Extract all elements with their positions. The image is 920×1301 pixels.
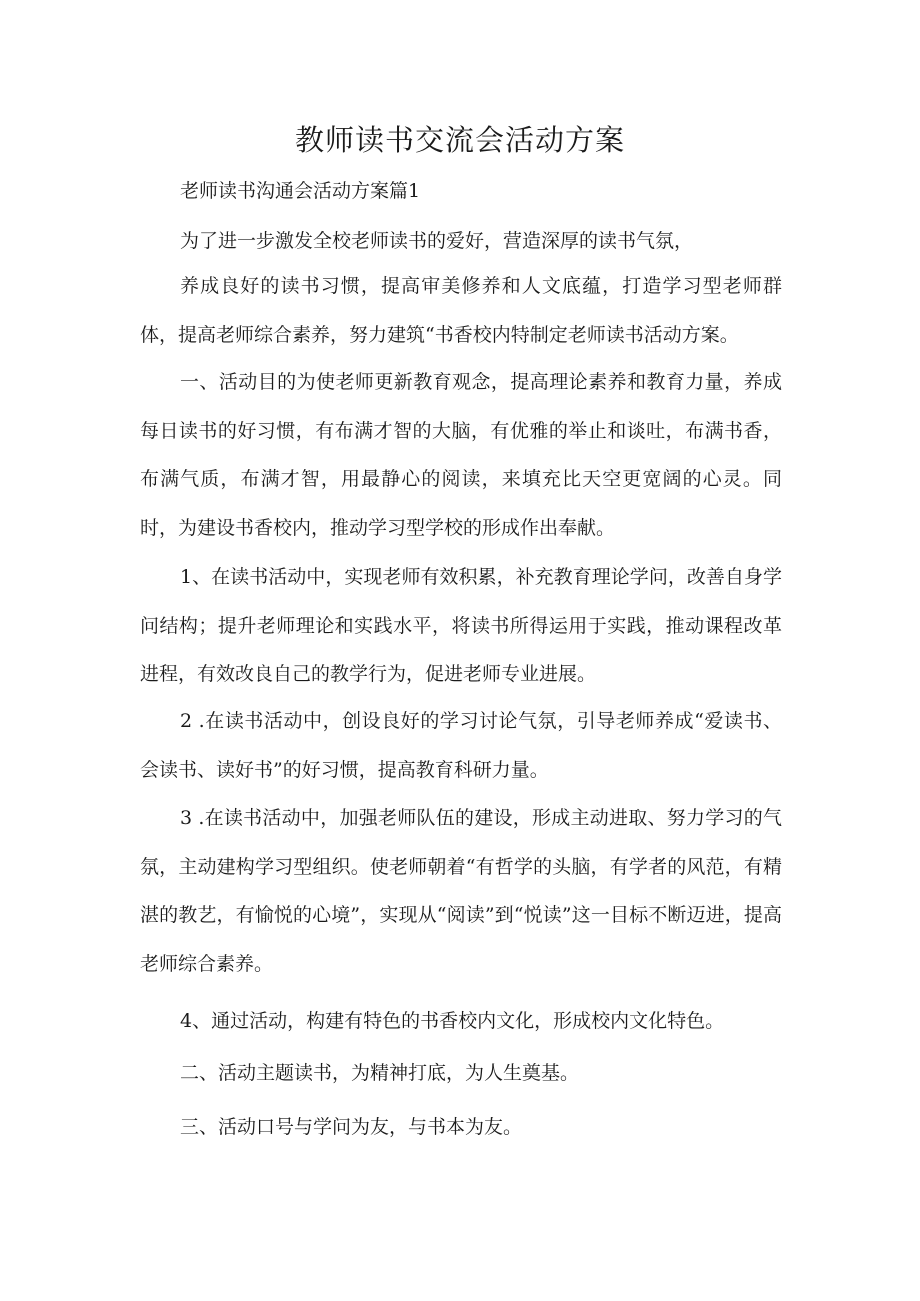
document-subtitle: 老师读书沟通会活动方案篇1	[180, 180, 421, 202]
paragraph-goal-3: 3 .在读书活动中，加强老师队伍的建设，形成主动进取、努力学习的气氛，主动建构学习型组织。使老师朝着“有哲学的头脑，有学者的风范，有精湛的教艺，有愉悦的心境”，实现从“阅读”到“悦读”这一目标不断迈进，提高老师综合素养。	[140, 807, 782, 975]
paragraph-goal-4: 4、通过活动，构建有特色的书香校内文化，形成校内文化特色。	[180, 1010, 725, 1032]
paragraph-goal-1: 1、在读书活动中，实现老师有效积累，补充教育理论学问，改善自身学问结构；提升老师理论和实践水平，将读书所得运用于实践，推动课程改革进程，有效改良自己的教学行为，促进老师专业进展。	[140, 566, 782, 685]
paragraph-section-2-theme: 二、活动主题读书，为精神打底，为人生奠基。	[180, 1062, 580, 1084]
paragraph-intro: 为了进一步激发全校老师读书的爱好，营造深厚的读书气氛，	[180, 230, 694, 252]
paragraph-goal-2: 2 .在读书活动中，创设良好的学习讨论气氛，引导老师养成“爱读书、会读书、读好书”的好习惯，提高教育科研力量。	[140, 710, 782, 781]
paragraph-section-1-goals: 一、活动目的为使老师更新教育观念，提高理论素养和教育力量，养成每日读书的好习惯，有布满才智的大脑，有优雅的举止和谈吐，布满书香，布满气质，布满才智，用最静心的阅读，来填充比天空更宽阔的心灵。同时，为建设书香校内，推动学习型学校的形成作出奉献。	[140, 371, 782, 539]
document-title: 教师读书交流会活动方案	[294, 123, 625, 157]
paragraph-habits: 养成良好的读书习惯，提高审美修养和人文底蕴，打造学习型老师群体，提高老师综合素养，努力建筑“书香校内特制定老师读书活动方案。	[140, 275, 782, 346]
paragraph-section-3-slogan: 三、活动口号与学问为友，与书本为友。	[180, 1116, 523, 1138]
